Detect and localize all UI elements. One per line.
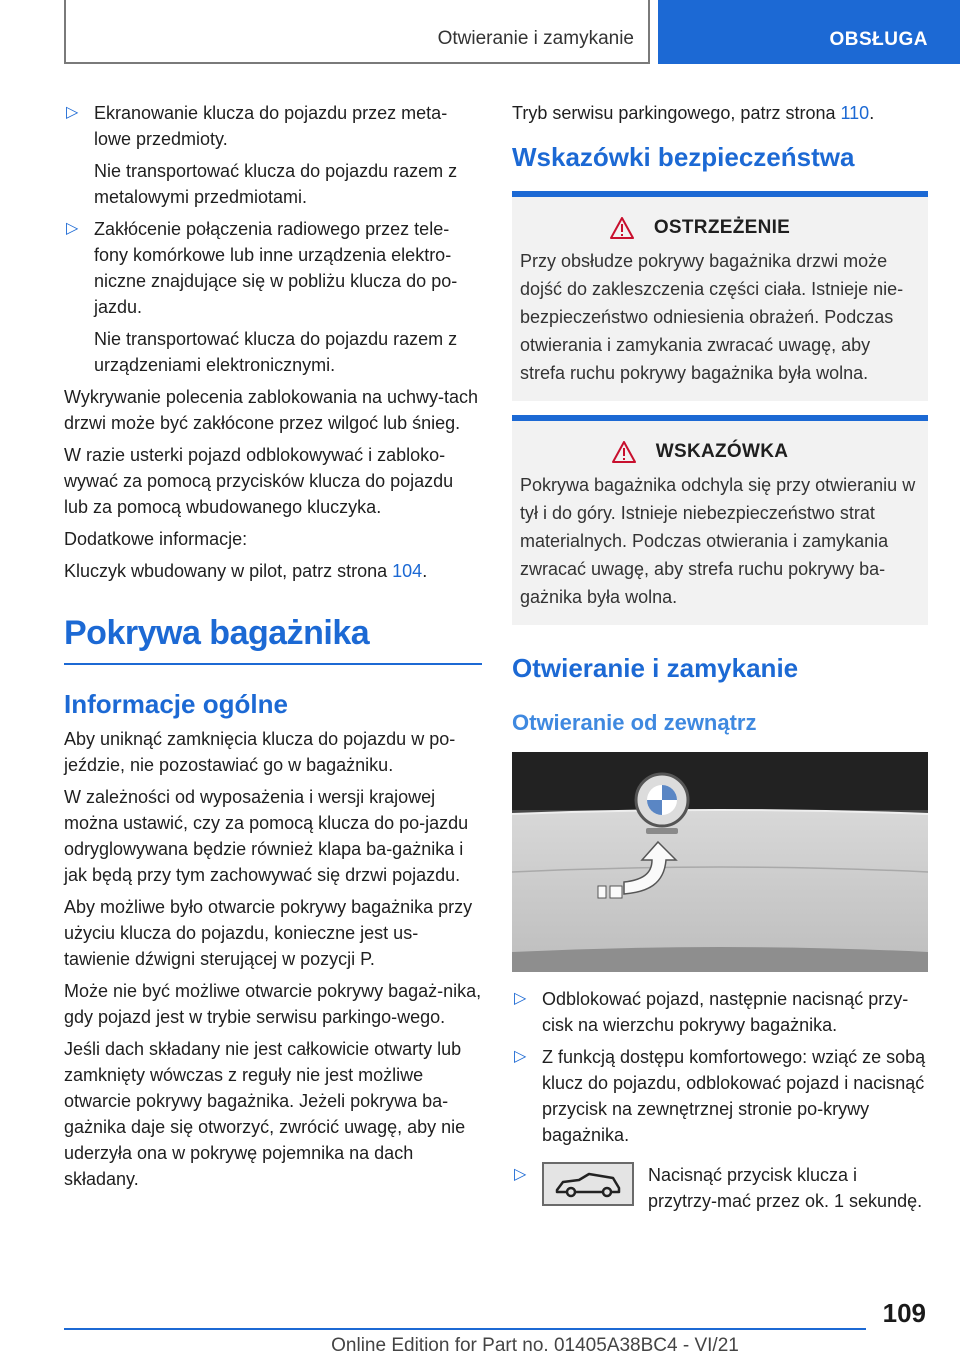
bullet-text: Ekranowanie klucza do pojazdu przez meta‐lowe przedmioty. — [94, 103, 448, 149]
notice-text: Pokrywa bagażnika odchyla się przy otwieraniu w tył i do góry. Istnieje niebezpieczeństwo strat materialnych. Podczas otwierania i zamykania zwracać uwagę, aby strefa ruchu pokrywy ba‐gażnika była wolna. — [520, 475, 916, 607]
warning-triangle-icon — [610, 217, 634, 239]
bullet-triangle-icon: ▷ — [514, 1166, 527, 1183]
tailgate-photo — [512, 752, 928, 972]
paragraph: Wykrywanie polecenia zablokowania na uchwy‐tach drzwi może być zakłócone przez wilgoć lub śnieg. — [64, 387, 479, 433]
paragraph-end: . — [422, 561, 428, 581]
paragraph: Aby możliwe było otwarcie pokrywy bagażnika przy użyciu klucza do pojazdu, konieczne jest us‐tawienie dźwigni sterującej w pozycji P. — [64, 897, 473, 969]
notice-box — [512, 415, 928, 625]
right-column — [512, 100, 928, 1220]
open-outside-heading: Otwieranie od zewnątrz — [512, 710, 757, 735]
step-text: Z funkcją dostępu komfortowego: wziąć ze sobą klucz do pojazdu, odblokować pojazd i nacisnąć przycisk na zewnętrznej stronie po‐krywy bagażnika. — [542, 1047, 926, 1145]
header-section-title: Otwieranie i zamykanie — [437, 28, 634, 49]
header-section-box — [64, 0, 650, 64]
notice-header — [520, 441, 920, 463]
car-tailgate-icon — [542, 1162, 634, 1206]
page-link[interactable]: 110 — [840, 103, 870, 123]
paragraph-end: . — [869, 103, 875, 123]
paragraph: Może nie być możliwe otwarcie pokrywy bagaż‐nika, gdy pojazd jest w trybie serwisu parkingo‐wego. — [64, 981, 482, 1027]
step-text: Odblokować pojazd, następnie nacisnąć przy‐cisk na wierzchu pokrywy bagażnika. — [542, 989, 909, 1035]
warning-triangle-icon — [612, 441, 636, 463]
bullet-triangle-icon: ▷ — [514, 1048, 527, 1065]
notice-title: WSKAZÓWKA — [655, 441, 789, 462]
step-text: Nacisnąć przycisk klucza i przytrzy‐mać przez ok. 1 sekundę. — [648, 1165, 923, 1211]
paragraph: W zależności od wyposażenia i wersji krajowej można ustawić, czy za pomocą klucza do po‐jazdu odryglowywana będzie również klapa ba‐gażnika i jak będą przy tym zachowywać się drzwi pojazdu. — [64, 787, 469, 885]
warning-header — [520, 217, 920, 239]
warning-title: OSTRZEŻENIE — [653, 217, 791, 238]
bullet-subtext: Nie transportować klucza do pojazdu razem z metalowymi przedmiotami. — [94, 161, 458, 207]
list-item — [512, 986, 928, 1038]
bullet-text: Zakłócenie połączenia radiowego przez tele‐fony komórkowe lub inne urządzenia elektro‐niczne znajdujące się w pobliżu klucza do po‐jazdu. — [94, 219, 458, 317]
paragraph: Dodatkowe informacje: — [64, 529, 248, 549]
page-link[interactable]: 104 — [392, 561, 423, 581]
footer-divider — [64, 1328, 866, 1330]
bullet-triangle-icon: ▷ — [514, 990, 527, 1007]
open-close-heading: Otwieranie i zamykanie — [512, 653, 799, 683]
warning-text: Przy obsłudze pokrywy bagażnika drzwi może dojść do zakleszczenia części ciała. Istnieje nie‐bezpieczeństwo odniesienia obrażeń. Podczas otwierania i zamykania zwracać uwagę, aby strefa ruchu pokrywy bagażnika była wolna. — [520, 251, 904, 383]
list-item — [512, 1162, 928, 1214]
list-item — [64, 100, 482, 210]
page-number: 109 — [882, 1298, 926, 1328]
paragraph-with-link — [512, 100, 928, 126]
bullet-triangle-icon: ▷ — [66, 104, 79, 121]
header-tab[interactable] — [658, 0, 960, 64]
paragraph: Aby uniknąć zamknięcia klucza do pojazdu w po‐jeździe, nie pozostawiać go w bagażniku. — [64, 729, 456, 775]
paragraph: W razie usterki pojazd odblokowywać i zabloko‐wywać za pomocą przycisków klucza do pojazdu lub za pomocą wbudowanego kluczyka. — [64, 445, 454, 517]
list-item — [512, 1044, 928, 1148]
paragraph-text: Tryb serwisu parkingowego, patrz strona — [512, 103, 841, 123]
paragraph-with-link — [64, 558, 482, 584]
paragraph-text: Kluczyk wbudowany w pilot, patrz strona — [64, 561, 393, 581]
left-column — [64, 100, 482, 1198]
paragraph: Jeśli dach składany nie jest całkowicie otwarty lub zamknięty wówczas z reguły nie jest możliwe otwarcie pokrywy bagażnika. Jeżeli pokrywa ba‐gażnika daje się otworzyć, zwrócić uwagę, aby nie uderzyła ona w pokrywę pojemnika na dach składany. — [64, 1039, 466, 1189]
safety-heading: Wskazówki bezpieczeństwa — [512, 142, 855, 172]
section-heading: Pokrywa bagażnika — [64, 614, 482, 665]
footer-edition: Online Edition for Part no. 01405A38BC4 - VI/21 — [331, 1335, 739, 1356]
warning-box — [512, 191, 928, 401]
sub-heading: Informacje ogólne — [64, 689, 288, 719]
header-tab-label: OBSŁUGA — [829, 29, 928, 50]
bmw-logo-icon — [636, 774, 688, 826]
list-item — [64, 216, 482, 378]
bullet-triangle-icon: ▷ — [66, 220, 79, 237]
bullet-subtext: Nie transportować klucza do pojazdu razem z urządzeniami elektronicznymi. — [94, 329, 458, 375]
